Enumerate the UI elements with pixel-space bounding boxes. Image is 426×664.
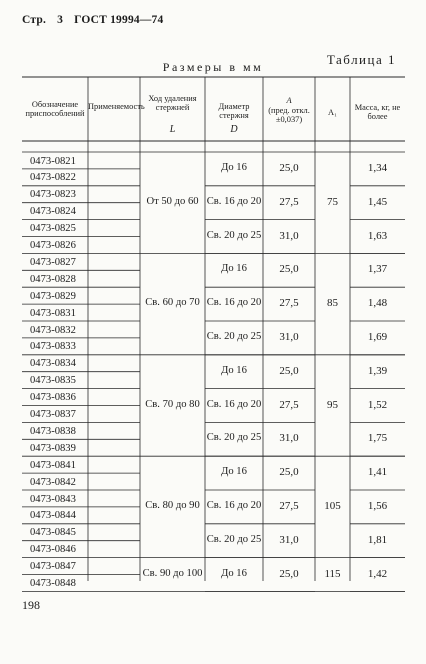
col-a-sym: А	[286, 96, 292, 105]
a-cell: 31,0	[279, 229, 299, 242]
diameter-cell: Св. 20 до 25	[206, 432, 262, 444]
page-number: 198	[22, 598, 40, 612]
stroke-cell: Св. 70 до 80	[145, 398, 200, 410]
mass-cell: 1,41	[367, 466, 388, 479]
designation-cell: 0473-0842	[30, 476, 76, 488]
a-cell: 31,0	[279, 330, 299, 343]
diameter-cell: До 16	[221, 364, 247, 376]
a1-cell: 95	[327, 398, 338, 411]
a-cell: 27,5	[279, 398, 299, 411]
diameter-cell: Св. 20 до 25	[206, 330, 262, 342]
a1-cell: 85	[327, 297, 338, 310]
designation-cell: 0473-0845	[30, 527, 76, 539]
a-cell: 31,0	[279, 533, 299, 546]
designation-cell: 0473-0829	[30, 290, 76, 302]
designation-cell: 0473-0825	[30, 223, 76, 235]
designation-cell: 0473-0823	[30, 189, 76, 201]
a-cell: 25,0	[279, 161, 299, 174]
a-cell: 27,5	[279, 297, 299, 310]
a-cell: 27,5	[279, 499, 299, 512]
mass-cell: 1,37	[367, 263, 388, 276]
designation-cell: 0473-0847	[30, 561, 76, 573]
designation-cell: 0473-0828	[30, 273, 76, 285]
mass-cell: 1,34	[367, 161, 388, 174]
designation-cell: 0473-0831	[30, 307, 76, 319]
designation-cell: 0473-0838	[30, 425, 76, 437]
designation-cell: 0473-0837	[30, 409, 76, 420]
stroke-cell: Св. 90 до 100	[142, 567, 203, 579]
designation-cell: 0473-0844	[30, 510, 76, 522]
diameter-cell: Св. 16 до 20	[206, 297, 262, 309]
a-cell: 25,0	[279, 466, 299, 479]
designation-cell: 0473-0839	[30, 442, 76, 454]
col-diameter: Диаметр стержня	[218, 102, 250, 121]
mass-cell: 1,52	[367, 398, 388, 411]
mass-cell: 1,69	[367, 330, 388, 343]
diameter-cell: До 16	[221, 161, 247, 173]
page-label: Стр.	[22, 14, 47, 26]
mass-cell: 1,39	[367, 364, 388, 377]
col-applicability: Применяемость	[88, 102, 145, 111]
designation-cell: 0473-0826	[30, 240, 76, 251]
designation-cell: 0473-0832	[30, 324, 76, 336]
mass-cell: 1,48	[367, 297, 388, 310]
designation-cell: 0473-0836	[30, 392, 76, 404]
table-label: Таблица 1	[326, 52, 396, 67]
units-label: Размеры в мм	[162, 60, 264, 74]
mass-cell: 1,81	[367, 533, 388, 546]
diameter-cell: Св. 16 до 20	[206, 499, 262, 511]
diameter-cell: Св. 20 до 25	[206, 229, 262, 241]
stroke-cell: Св. 60 до 70	[145, 297, 200, 309]
designation-cell: 0473-0822	[30, 172, 76, 184]
designation-cell: 0473-0834	[30, 358, 76, 370]
col-designation: Обозначение приспособлений	[25, 100, 85, 119]
mass-cell: 1,42	[367, 567, 388, 580]
page-num: 3	[57, 14, 64, 26]
designation-cell: 0473-0846	[30, 544, 76, 556]
col-mass: Масса, кг, не более	[354, 103, 401, 122]
designation-cell: 0473-0835	[30, 375, 76, 387]
diameter-cell: До 16	[221, 567, 247, 579]
a-cell: 25,0	[279, 263, 299, 276]
designation-cell: 0473-0827	[30, 256, 76, 268]
designation-cell: 0473-0841	[30, 459, 76, 471]
a1-cell: 75	[327, 195, 338, 208]
stroke-cell: Св. 80 до 90	[145, 499, 200, 511]
designation-cell: 0473-0833	[30, 341, 76, 353]
col-stroke: Ход удаления стержней	[148, 94, 197, 113]
designation-cell: 0473-0821	[30, 155, 76, 167]
stroke-cell: От 50 до 60	[146, 195, 199, 207]
designation-cell: 0473-0843	[30, 493, 76, 505]
a-cell: 31,0	[279, 432, 299, 445]
a1-cell: 115	[324, 567, 341, 580]
diameter-cell: Св. 16 до 20	[206, 398, 262, 410]
diameter-cell: Св. 16 до 20	[206, 195, 262, 207]
diameter-cell: До 16	[221, 263, 247, 275]
col-stroke-sym: L	[169, 124, 176, 135]
designation-cell: 0473-0848	[30, 578, 76, 589]
col-a1: A₁	[328, 108, 337, 117]
mass-cell: 1,56	[367, 499, 388, 512]
mass-cell: 1,75	[367, 432, 388, 445]
diameter-cell: До 16	[221, 466, 247, 478]
mass-cell: 1,63	[367, 229, 388, 242]
a-cell: 25,0	[279, 567, 299, 580]
col-diameter-sym: D	[230, 124, 238, 135]
designation-cell: 0473-0824	[30, 206, 76, 218]
mass-cell: 1,45	[367, 195, 388, 208]
a-cell: 27,5	[279, 195, 299, 208]
diameter-cell: Св. 20 до 25	[206, 533, 262, 545]
col-a-tol: (пред. откл. ±0,037)	[268, 106, 310, 125]
standard-name: ГОСТ 19994—74	[74, 14, 164, 26]
a-cell: 25,0	[279, 364, 299, 377]
a1-cell: 105	[324, 499, 341, 512]
